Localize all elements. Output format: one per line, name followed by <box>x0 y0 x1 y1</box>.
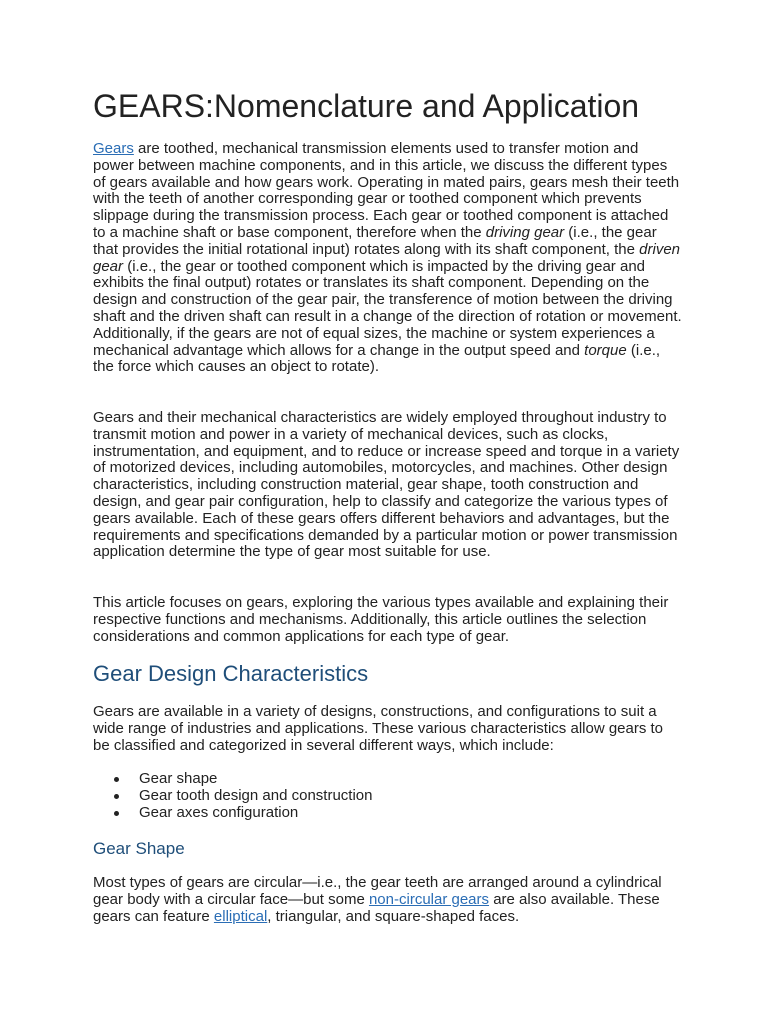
intro-text-1: are toothed, mechanical transmission elements used to transfer motion and power between machine components, and in this article, we discuss the different types of gears available and how gears work. Operating in mated pairs, gears mesh their teeth with the teeth of another corresponding gear or toothed component which prevents slippage during the transmission process. Each gear or toothed component is attached to a machine shaft or base component, therefore when the <box>93 140 680 241</box>
gear-shape-paragraph <box>93 875 683 925</box>
list-item <box>139 771 372 788</box>
intro-text-3: (i.e., the gear or toothed component which is impacted by the driving gear and exhibits the final output) rotates or translates its shaft component. Depending on the design and construction of the gear pair, the transference of motion between the driving shaft and the driven shaft can result in a change of the direction of rotation or movement. Additionally, if the gears are not of equal sizes, the machine or system experiences a mechanical advantage which allows for a change in the output speed and <box>93 257 682 359</box>
driven-gear-term: driven gear <box>93 240 681 275</box>
subsection-heading: Gear Shape <box>93 839 185 858</box>
list-item-label: Gear shape <box>139 770 218 787</box>
article-focus-paragraph: This article focuses on gears, exploring the various types available and explaining their respective functions and mechanisms. Additionally, this article outlines the selection considerations and common applications for each type of gear. <box>93 594 669 645</box>
shape-text-2: are also available. These gears can feature <box>93 890 660 925</box>
list-item <box>139 788 372 805</box>
design-characteristics-paragraph: Gears are available in a variety of designs, constructions, and configurations to suit a wide range of industries and applications. These various characteristics allow gears to be classified and categorized in several different ways, which include: <box>93 703 664 754</box>
applications-paragraph: Gears and their mechanical characteristics are widely employed throughout industry to transmit motion and power in a variety of mechanical devices, such as clocks, instrumentation, and equipment, and to reduce or increase speed and torque in a variety of motorized devices, including automobiles, motorcycles, and machines. Other design characteristics, including construction material, gear shape, tooth construction and design, and gear pair configuration, help to classify and categorize the various types of gears available. Each of these gears offers different behaviors and advantages, but the requirements and specifications demanded by a particular motion or power transmission application determine the type of gear most suitable for use. <box>93 409 680 561</box>
page-title: GEARS:Nomenclature and Application <box>93 88 640 124</box>
intro-text-4: (i.e., the force which causes an object to rotate). <box>93 341 661 376</box>
torque-term: torque <box>584 341 627 359</box>
bullet-icon <box>114 794 119 799</box>
list-item <box>139 805 372 822</box>
driving-gear-term: driving gear <box>485 223 565 241</box>
intro-paragraph <box>93 141 683 376</box>
list-item-label: Gear tooth design and construction <box>139 786 373 804</box>
gears-link[interactable]: Gears <box>93 140 134 157</box>
characteristics-list <box>93 771 372 821</box>
bullet-icon <box>114 811 119 816</box>
intro-text-2: (i.e., the gear that provides the initial rotational input) rotates along with its shaft component, the <box>93 223 657 258</box>
shape-text-3: , triangular, and square-shaped faces. <box>267 907 520 925</box>
section-heading: Gear Design Characteristics <box>93 661 369 686</box>
bullet-icon <box>114 777 119 782</box>
non-circular-gears-link[interactable]: non-circular gears <box>368 890 490 908</box>
elliptical-link[interactable]: elliptical <box>213 907 268 925</box>
list-item-label: Gear axes configuration <box>139 803 299 821</box>
shape-text-1: Most types of gears are circular—i.e., the gear teeth are arranged around a cylindrical gear body with a circular face—but some <box>93 874 662 908</box>
